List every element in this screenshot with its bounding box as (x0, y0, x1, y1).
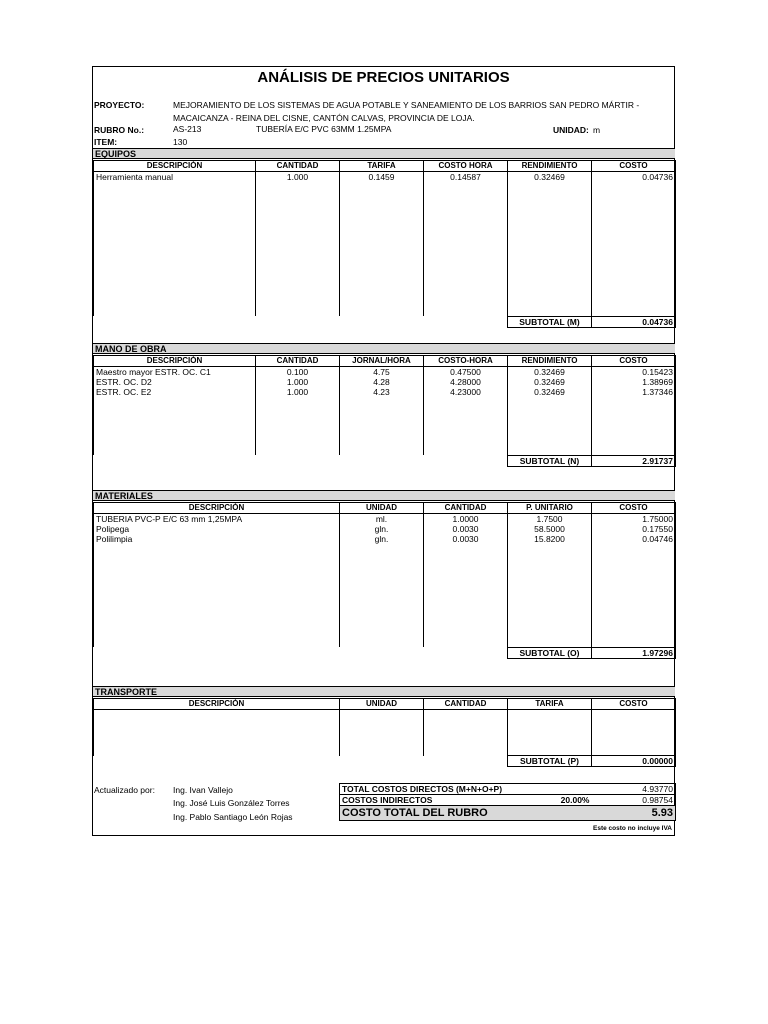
col-header: COSTO-HORA (424, 356, 508, 367)
cell-jornal: 4.75 (340, 367, 424, 378)
cell-costo-hora: 4.23000 (424, 387, 508, 397)
col-header: P. UNITARIO (508, 503, 592, 514)
mano-obra-table (93, 355, 676, 467)
cell-jornal: 4.28 (340, 377, 424, 387)
cell-costo: 1.37346 (592, 387, 676, 397)
item-value: 130 (173, 137, 188, 147)
col-header: UNIDAD (340, 699, 424, 710)
cell-tarifa: 0.1459 (340, 172, 424, 183)
col-header: DESCRIPCIÓN (94, 699, 340, 710)
cell-unidad: gln. (340, 524, 424, 534)
cell-rendimiento: 0.32469 (508, 387, 592, 397)
cell-costo-hora: 0.14587 (424, 172, 508, 183)
rubro-value: AS-213 (173, 124, 202, 134)
subtotal-n-value: 2.91737 (592, 455, 676, 466)
equipos-table (93, 160, 676, 328)
total-directos-value: 4.93770 (592, 784, 676, 795)
price-analysis-sheet (92, 66, 675, 836)
rubro-description: TUBERÍA E/C PVC 63MM 1.25MPA (256, 124, 392, 134)
indirectos-value: 0.98754 (592, 795, 676, 806)
cell-rendimiento: 0.32469 (508, 377, 592, 387)
totals-table (339, 783, 676, 821)
table-row (94, 172, 676, 183)
cell-descripcion: ESTR. OC. E2 (94, 387, 256, 397)
subtotal-p-value: 0.00000 (592, 756, 676, 767)
actualizado-label: Actualizado por: (94, 785, 155, 795)
subtotal-n-label: SUBTOTAL (N) (508, 455, 592, 466)
cell-descripcion: Polilimpia (94, 534, 340, 544)
cell-costo: 0.04736 (592, 172, 676, 183)
cell-costo: 0.04746 (592, 534, 676, 544)
table-row (94, 377, 676, 387)
cell-unidad: ml. (340, 514, 424, 525)
col-header: TARIFA (340, 161, 424, 172)
cell-costo: 0.15423 (592, 367, 676, 378)
cell-descripcion: Polipega (94, 524, 340, 534)
col-header: COSTO (592, 699, 676, 710)
col-header: COSTO (592, 503, 676, 514)
table-row (94, 514, 676, 525)
page-title: ANÁLISIS DE PRECIOS UNITARIOS (257, 69, 510, 86)
col-header: COSTO (592, 161, 676, 172)
col-header: RENDIMIENTO (508, 161, 592, 172)
cell-cantidad: 1.000 (256, 172, 340, 183)
col-header: CANTIDAD (424, 699, 508, 710)
proyecto-line1: MEJORAMIENTO DE LOS SISTEMAS DE AGUA POTABLE Y SANEAMIENTO DE LOS BARRIOS SAN PEDRO MÁRTIR - (173, 100, 640, 110)
cell-costo: 1.38969 (592, 377, 676, 387)
cell-cantidad: 1.000 (256, 387, 340, 397)
transporte-table (93, 698, 676, 767)
equipos-header: EQUIPOS (93, 148, 675, 159)
cell-descripcion: ESTR. OC. D2 (94, 377, 256, 387)
cell-jornal: 4.23 (340, 387, 424, 397)
col-header: DESCRIPCIÓN (94, 503, 340, 514)
subtotal-m-value: 0.04736 (592, 316, 676, 327)
col-header: COSTO (592, 356, 676, 367)
col-header: COSTO HORA (424, 161, 508, 172)
total-directos-label: TOTAL COSTOS DIRECTOS (M+N+O+P) (340, 784, 508, 795)
col-header: RENDIMIENTO (508, 356, 592, 367)
cell-cantidad: 0.0030 (424, 524, 508, 534)
author-name: Ing. José Luis González Torres (173, 798, 290, 808)
unidad-label: UNIDAD: (553, 125, 589, 135)
costo-total-label: COSTO TOTAL DEL RUBRO (340, 806, 508, 821)
cell-costo-hora: 4.28000 (424, 377, 508, 387)
cell-p-unitario: 15.8200 (508, 534, 592, 544)
item-label: ITEM: (94, 137, 118, 147)
cell-cantidad: 1.000 (256, 377, 340, 387)
cell-p-unitario: 1.7500 (508, 514, 592, 525)
transporte-header: TRANSPORTE (93, 686, 675, 697)
table-row (94, 524, 676, 534)
cell-rendimiento: 0.32469 (508, 172, 592, 183)
cell-cantidad: 1.0000 (424, 514, 508, 525)
rubro-label: RUBRO No.: (94, 125, 145, 135)
cell-rendimiento: 0.32469 (508, 367, 592, 378)
indirectos-percent: 20.00% (508, 795, 592, 806)
cell-costo: 0.17550 (592, 524, 676, 534)
col-header: CANTIDAD (256, 356, 340, 367)
table-row (94, 367, 676, 378)
col-header: CANTIDAD (256, 161, 340, 172)
cell-p-unitario: 58.5000 (508, 524, 592, 534)
table-row (94, 534, 676, 544)
costo-total-value: 5.93 (592, 806, 676, 821)
materiales-table (93, 502, 676, 659)
table-row (94, 387, 676, 397)
author-name: Ing. Pablo Santiago León Rojas (173, 812, 293, 822)
col-header: UNIDAD (340, 503, 424, 514)
proyecto-label: PROYECTO: (94, 100, 145, 110)
subtotal-o-label: SUBTOTAL (O) (508, 647, 592, 658)
cell-costo: 1.75000 (592, 514, 676, 525)
cell-descripcion: TUBERIA PVC-P E/C 63 mm 1,25MPA (94, 514, 340, 525)
col-header: DESCRIPCIÓN (94, 356, 256, 367)
cell-costo-hora: 0.47500 (424, 367, 508, 378)
author-name: Ing. Ivan Vallejo (173, 785, 233, 795)
mano-obra-header: MANO DE OBRA (93, 343, 675, 354)
subtotal-o-value: 1.97296 (592, 647, 676, 658)
materiales-header: MATERIALES (93, 490, 675, 501)
cell-cantidad: 0.0030 (424, 534, 508, 544)
unidad-value: m (593, 125, 601, 135)
cell-cantidad: 0.100 (256, 367, 340, 378)
cell-unidad: gln. (340, 534, 424, 544)
iva-note: Este costo no incluye IVA (593, 825, 672, 832)
cell-descripcion: Maestro mayor ESTR. OC. C1 (94, 367, 256, 378)
col-header: JORNAL/HORA (340, 356, 424, 367)
subtotal-p-label: SUBTOTAL (P) (508, 756, 592, 767)
col-header: TARIFA (508, 699, 592, 710)
cell-descripcion: Herramienta manual (94, 172, 256, 183)
proyecto-line2: MACAICANZA - REINA DEL CISNE, CANTÓN CALVAS, PROVINCIA DE LOJA. (173, 113, 475, 123)
subtotal-m-label: SUBTOTAL (M) (508, 316, 592, 327)
col-header: DESCRIPCIÓN (94, 161, 256, 172)
indirectos-label: COSTOS INDIRECTOS (340, 795, 508, 806)
col-header: CANTIDAD (424, 503, 508, 514)
